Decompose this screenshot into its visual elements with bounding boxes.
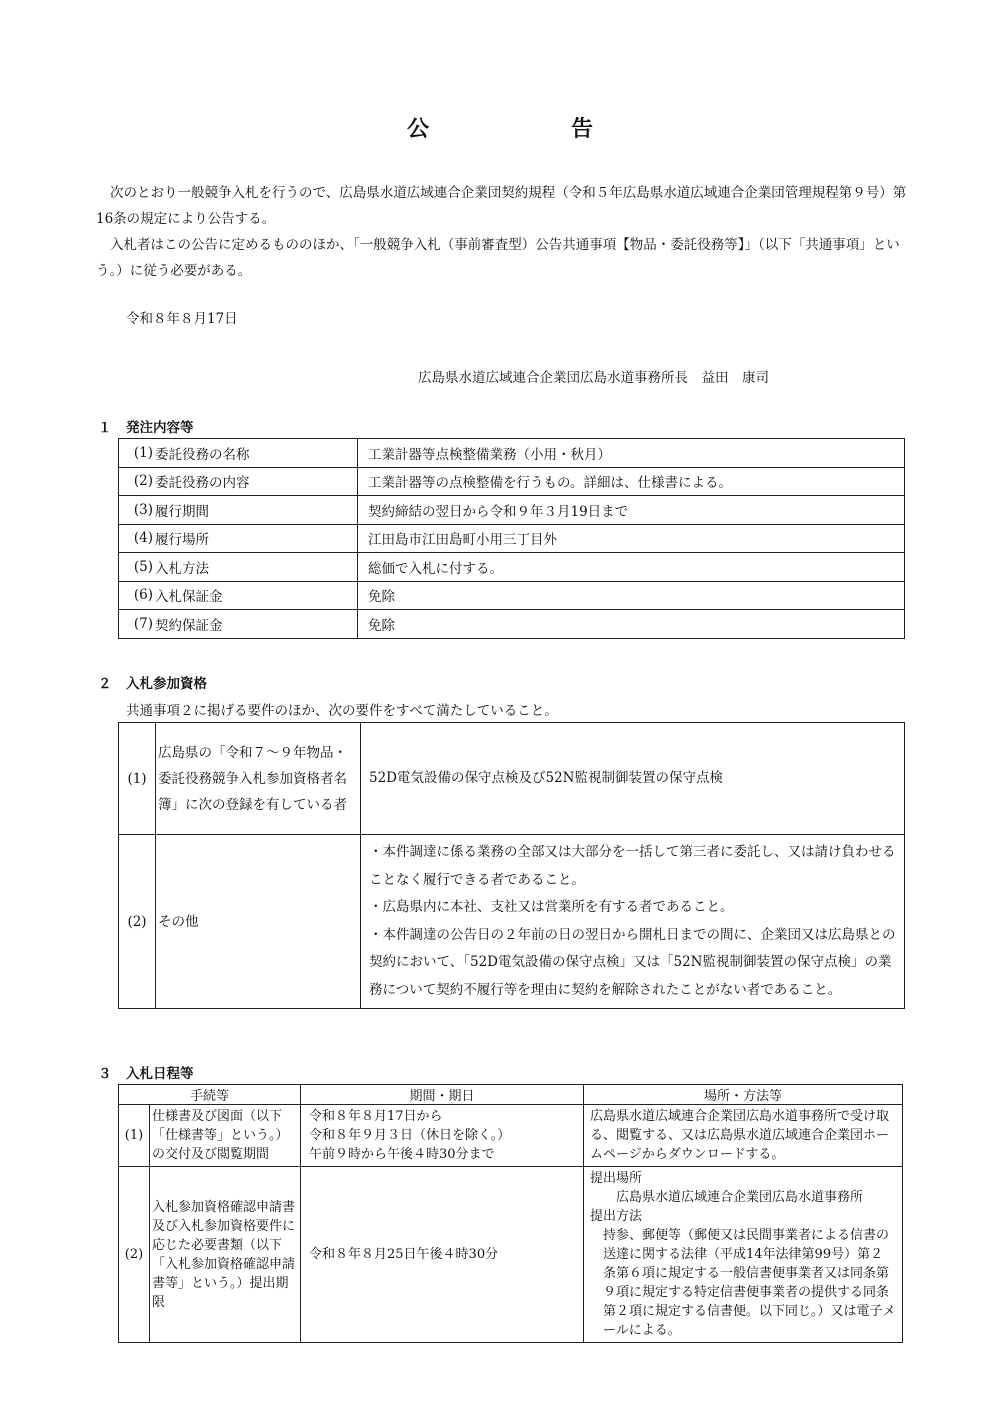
row-value: 工業計器等の点検整備を行うもの。詳細は、仕様書による。 xyxy=(358,467,905,496)
table-row xyxy=(119,439,905,468)
row-number: (1) xyxy=(119,439,155,468)
row-label: 入札保証金 xyxy=(154,581,358,610)
column-header-period: 期間・期日 xyxy=(301,1085,584,1105)
row-number: (3) xyxy=(119,496,155,525)
table-row xyxy=(119,524,905,553)
row-number: (7) xyxy=(119,610,155,639)
row-period xyxy=(301,1167,584,1343)
section2-subtitle: 共通事項２に掲げる要件のほか、次の要件をすべて満たしていること。 xyxy=(126,703,558,719)
row-number: (2) xyxy=(119,835,156,1009)
qualification-table xyxy=(118,722,905,1009)
row-value xyxy=(361,835,905,1009)
order-details-table xyxy=(118,438,905,639)
row-number: (1) xyxy=(119,1105,150,1167)
value-line: 52D電気設備の保守点検及び52N監視制御装置の保守点検 xyxy=(369,769,723,786)
row-label: 契約保証金 xyxy=(154,610,358,639)
method-line: 広島県水道広域連合企業団広島水道事務所で受け取る、閲覧する、又は広島県水道広域連合企業団ホームページからダウンロードする。 xyxy=(590,1109,890,1162)
value-line: ・本件調達に係る業務の全部又は大部分を一括して第三者に委託し、又は請け負わせることなく履行できる者であること。 xyxy=(369,844,896,888)
row-number: (2) xyxy=(119,467,155,496)
table-row xyxy=(119,1105,903,1167)
row-value: 契約締結の翌日から令和９年３月19日まで xyxy=(358,496,905,525)
section1-heading xyxy=(98,416,194,436)
row-value: 江田島市江田島町小用三丁目外 xyxy=(358,524,905,553)
table-row xyxy=(119,553,905,582)
table-row xyxy=(119,581,905,610)
row-value: 免除 xyxy=(358,581,905,610)
section1-number: １ xyxy=(98,420,112,436)
section2-title: 入札参加資格 xyxy=(126,676,207,692)
table-row xyxy=(119,610,905,639)
period-line: 午前９時から午後４時30分まで xyxy=(309,1147,495,1162)
table-row xyxy=(119,723,905,835)
row-number: (6) xyxy=(119,581,155,610)
row-method xyxy=(584,1105,903,1167)
row-label: 履行場所 xyxy=(154,524,358,553)
method-line: 広島県水道広域連合企業団広島水道事務所 xyxy=(616,1190,864,1205)
table-row xyxy=(119,835,905,1009)
row-procedure: 入札参加資格確認申請書及び入札参加資格要件に応じた必要書類（以下「入札参加資格確認申請書等」という。）提出期限 xyxy=(150,1167,301,1343)
period-line: 令和８年８月17日から xyxy=(309,1109,443,1124)
value-line: ・本件調達の公告日の２年前の日の翌日から開札日までの間に、企業団又は広島県との契約において、「52D電気設備の保守点検」又は「52N監視制御装置の保守点検」の業務について契約不履行等を理由に契約を解除されたことがない者であること。 xyxy=(369,926,896,998)
row-procedure: 仕様書及び図面（以下「仕様書等」という。）の交付及び閲覧期間 xyxy=(150,1105,301,1167)
row-label: 入札方法 xyxy=(154,553,358,582)
row-label: 委託役務の内容 xyxy=(154,467,358,496)
row-label: 履行期間 xyxy=(154,496,358,525)
row-number: (4) xyxy=(119,524,155,553)
page-title: 公 告 xyxy=(406,117,653,142)
method-line: 提出場所 xyxy=(590,1171,643,1186)
notice-date: 令和８年８月17日 xyxy=(126,311,238,327)
row-label: 委託役務の名称 xyxy=(154,439,358,468)
section3-title: 入札日程等 xyxy=(126,1066,194,1082)
row-value: 総価で入札に付する。 xyxy=(358,553,905,582)
period-line: 令和８年８月25日午後４時30分 xyxy=(309,1247,499,1262)
section1-title: 発注内容等 xyxy=(126,420,194,436)
row-label: その他 xyxy=(156,835,361,1009)
section2-heading xyxy=(98,672,207,692)
value-line: ・広島県内に本社、支社又は営業所を有する者であること。 xyxy=(369,899,734,915)
section3-heading xyxy=(98,1062,194,1082)
table-row xyxy=(119,1167,903,1343)
row-value: 免除 xyxy=(358,610,905,639)
row-period xyxy=(301,1105,584,1167)
column-header-method: 場所・方法等 xyxy=(584,1085,903,1105)
period-line: 令和８年９月３日（休日を除く。） xyxy=(309,1128,511,1143)
intro-paragraph-1: 次のとおり一般競争入札を行うので、広島県水道広域連合企業団契約規程（令和５年広島県水道広域連合企業団管理規程第９号）第16条の規定により公告する。 xyxy=(96,185,907,227)
row-value xyxy=(361,723,905,835)
section3-number: ３ xyxy=(98,1066,112,1082)
row-value: 工業計器等点検整備業務（小用・秋月） xyxy=(358,439,905,468)
section2-number: ２ xyxy=(98,676,112,692)
intro-paragraph-2: 入札者はこの公告に定めるもののほか、「一般競争入札（事前審査型）公告共通事項【物品・委託役務等】」（以下「共通事項」という。）に従う必要がある。 xyxy=(96,237,900,279)
row-number: (5) xyxy=(119,553,155,582)
table-row xyxy=(119,467,905,496)
row-number: (2) xyxy=(119,1167,150,1343)
schedule-table xyxy=(118,1084,903,1343)
row-number: (1) xyxy=(119,723,156,835)
table-row xyxy=(119,496,905,525)
column-header-procedure: 手続等 xyxy=(119,1085,301,1105)
issuer-name: 広島県水道広域連合企業団広島水道事務所長 益田 康司 xyxy=(418,370,769,386)
table-header-row xyxy=(119,1085,903,1105)
method-line: 持参、郵便等（郵便又は民間事業者による信書の送達に関する法律（平成14年法律第99号）第２条第６項に規定する一般信書便事業者又は同条第９項に規定する特定信書便事業者の提供する同条第２項に規定する信書便。以下同じ。）又は電子メールによる。 xyxy=(603,1228,896,1338)
method-line: 提出方法 xyxy=(590,1209,643,1224)
row-label: 広島県の「令和７～９年物品・委託役務競争入札参加資格者名簿」に次の登録を有している者 xyxy=(156,723,361,835)
row-method xyxy=(584,1167,903,1343)
